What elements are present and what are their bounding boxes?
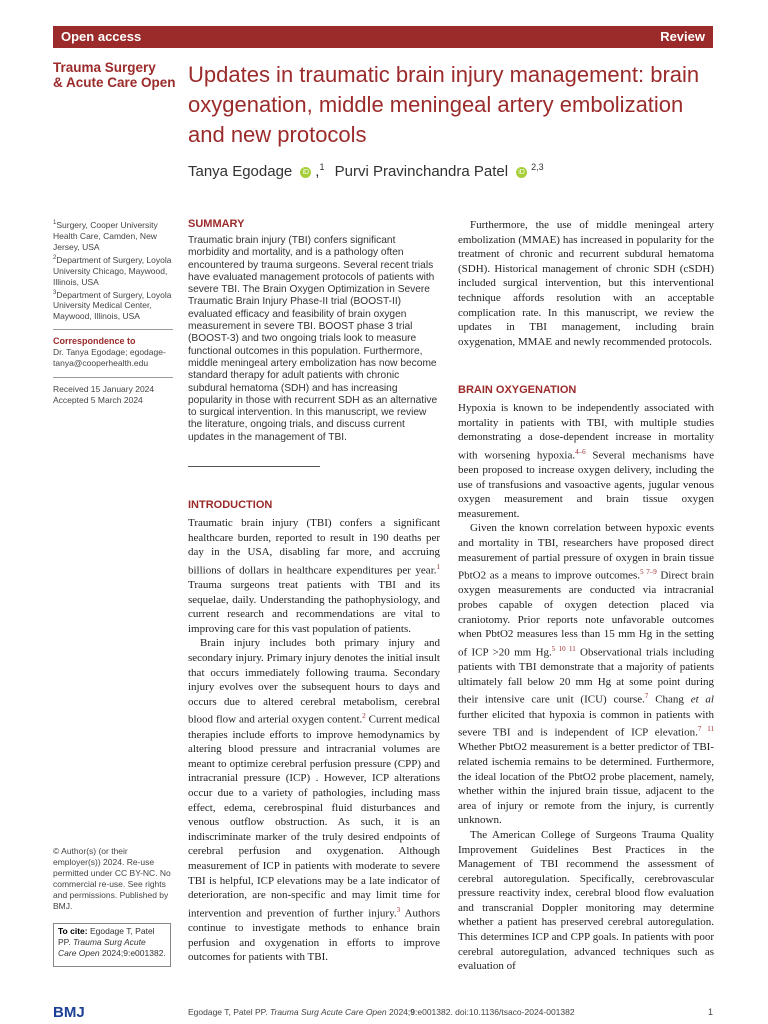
reference-link[interactable]: 4–6 [575,447,586,456]
paragraph: Traumatic brain injury (TBI) confers a significant healthcare burden, reported to result in 190 deaths per day in the USA, disabling far more, and accruing billions of dollars in healthcare expenditures per year.$^1$ Trauma surgeons treat patients with TBI and its sequelae, daily. Understanding the pathophysiology, and current research and recommendations are vital to improving care for this vast population of patients. [188,517,440,635]
correspondence-email-link[interactable]: Dr. Tanya Egodage; egodage-tanya@cooperhealth.edu [53,347,166,368]
brain-oxygenation-body [458,401,714,974]
article-banner [53,26,713,48]
orcid-icon[interactable]: iD [516,167,527,178]
reference-link[interactable]: 7 11 [697,725,715,734]
author-affiliation-ref: 2,3 [531,162,544,172]
page-number: 1 [708,1007,714,1017]
author-list [188,162,718,180]
sidebar-divider [53,377,173,378]
open-access-label: Open access [61,29,142,44]
article-title: Updates in traumatic brain injury management: brain oxygenation, middle meningeal artery embolization and new protocols [188,62,700,147]
paragraph: Brain injury includes both primary injury and secondary injury. Primary injury denotes the initial insult that occurs immediately following trauma. Secondary injury evolves over the subsequent hours to days and occurs due to altered cerebral metabolism, cerebral blood flow and arterial oxygen content.$^2$ Current medical therapies include efforts to improve hemodynamics by altering blood pressure and intracranial volumes are meant to optimize cerebral perfusion pressure (CPP) and intracranial pressure (ICP) . However, ICP alterations occur due to a variety of pathologies, including mass effect, edema, cerebrospinal fluid disturbances and venous outflow obstruction. As such, it is an indiscriminate marker of the truly desired endpoints of cerebral perfusion and oxygenation. Although measurement of ICP in patients with moderate to severe TBI is helpful, ICP elevations may be a late indicator of deterioration, are non-specific and may limit time for intervention and prevention of further injury.$^3$ Authors continue to investigate methods to enhance brain perfusion and oxygenation in efforts to improve outcomes for patients with TBI. [188,637,440,964]
citation-box-label: To cite: [58,926,88,936]
journal-name-line1: Trauma Surgery [53,60,156,75]
summary-heading: SUMMARY [188,218,245,230]
orcid-icon[interactable]: iD [300,167,311,178]
reference-link[interactable]: 3 [396,905,401,914]
reference-link[interactable]: 5 7–9 [640,568,657,577]
paragraph: Hypoxia is known to be independently associated with mortality in patients with TBI, with multiple studies demonstrating a dose-dependent increase in mortality with worsening hypoxia.$^{4-6}$ Several mechanisms have been proposed to increase oxygen delivery, including the use of transfusions and vasoactive agents, jugular venous oxygen measurement and brain tissue oxygen measurement. [458,402,714,520]
affiliation-item: $^2$Department of Surgery, Loyola University Chicago, Maywood, Illinois, USA [53,254,172,287]
affiliation-item: $^1$Surgery, Cooper University Health Care, Camden, New Jersey, USA [53,219,158,252]
brain-oxygenation-heading: BRAIN OXYGENATION [458,384,577,396]
reference-link[interactable]: 2 [362,712,366,721]
author-affiliation-ref: 1 [319,162,325,172]
summary-rule [188,466,320,467]
copyright-notice: © Author(s) (or their employer(s)) 2024. Re-use permitted under CC BY-NC. No commercial re-use. See rights and permissions. Published by BMJ. [53,846,171,911]
footer-citation: Egodage T, Patel PP. Trauma Surg Acute Care Open 2024;9:e001382. doi:10.1136/tsaco-2024-001382 [188,1007,575,1017]
summary-text: Traumatic brain injury (TBI) confers significant morbidity and mortality, and is a pathology often encountered by trauma surgeons. Several recent trials have evaluated management protocols of patients with severe TBI. The Brain Oxygen Optimization in Severe Traumatic Brain Injury Phase-II trial (BOOST-II) evaluated efficacy and feasibility of brain oxygen measurement in severe TBI. BOOST phase 3 trial (BOOST-3) and two ongoing trials look to measure functional outcomes in this population. Furthermore, middle meningeal artery embolization has now become standard therapy for adult patients with chronic subdural hematoma (SDH) and has increasing popularity in those with recurrent SDH as an alternative to surgical intervention. In this manuscript, we review the literature, ongoing trials, and discuss current updates in the management of TBI. [188,235,438,443]
introduction-heading: INTRODUCTION [188,499,273,511]
journal-name [53,60,183,90]
bmj-logo: BMJ [53,1004,85,1021]
author-name: Purvi Pravinchandra Patel [334,163,509,180]
introduction-body [188,516,440,965]
reference-link[interactable]: 5 10 11 [551,644,576,653]
author-separator: , [315,163,320,180]
correspondence-block [53,336,173,369]
accepted-date: Accepted 5 March 2024 [53,395,143,405]
reference-link[interactable]: 1 [436,562,440,571]
correspondence-heading: Correspondence to [53,336,136,346]
affiliations [53,218,173,322]
paragraph: The American College of Surgeons Trauma Quality Improvement Guidelines Best Practices in the Management of TBI recommend the assessment of cerebral autoregulation. Specifically, cerebrovascular pressure reactivity index, cerebral blood flow evaluation and transcranial Doppler monitoring may determine whether a patient has preserved cerebral autoregulation. This determines ICP and CPP goals. In patients with poor cerebral autoregulation, advanced techniques such as evaluation of [458,828,714,973]
journal-name-line2: & Acute Care Open [53,75,176,90]
author-name: Tanya Egodage [188,163,293,180]
sidebar-divider [53,329,173,330]
paragraph: Given the known correlation between hypoxic events and mortality in TBI, researchers have proposed direct measurement of partial pressure of oxygen in brain tissue PbtO2 as a means to improve outcomes.$^{5 7-9}$ Direct brain oxygen measurements are conducted via intracranial probes capable of oxygen detection placed via craniotomy. Prior reports note unfavorable outcomes when PbtO2 measures less than 15 mm Hg in the setting of ICP >20 mm Hg.$^{5 10 11}$ Observational trials including patients with TBI demonstrate that a majority of patients ultimately fall below 20 mm Hg at some point during their intensive care unit (ICU) course.$^7$ Chang et al further elicited that hypoxia is common in patients with severe TBI and is independent of ICP elevation.$^{7 11}$ Whether PbtO2 measurement is a better predictor of TBI-related ischemia remains to be determined. Furthermore, the ideal location of the PbtO2 probe placement, namely, whether within the injured brain tissue, adjacent to the area of injury or remote from the injury, is currently unknown. [458,522,715,827]
reference-link[interactable]: 7 [644,692,649,701]
citation-box: To cite: Egodage T, Patel PP. Trauma Surg Acute Care Open 2024;9:e001382. [53,923,171,967]
article-dates [53,384,173,406]
mmae-paragraph: Furthermore, the use of middle meningeal artery embolization (MMAE) has increased in popularity for the treatment of chronic and recurrent subdural hematoma (SDH). Historical management of chronic SDH (cSDH) included surgical intervention, but this interventional technique affords resolution with an acceptable complication rate. In this manuscript, we review the updates in TBI management, including brain oxygenation, MMAE and newly recommended protocols. [458,219,714,348]
received-date: Received 15 January 2024 [53,384,155,394]
affiliation-item: $^3$Department of Surgery, Loyola University Medical Center, Maywood, Illinois, USA [53,289,172,322]
article-type-label: Review [660,29,705,44]
